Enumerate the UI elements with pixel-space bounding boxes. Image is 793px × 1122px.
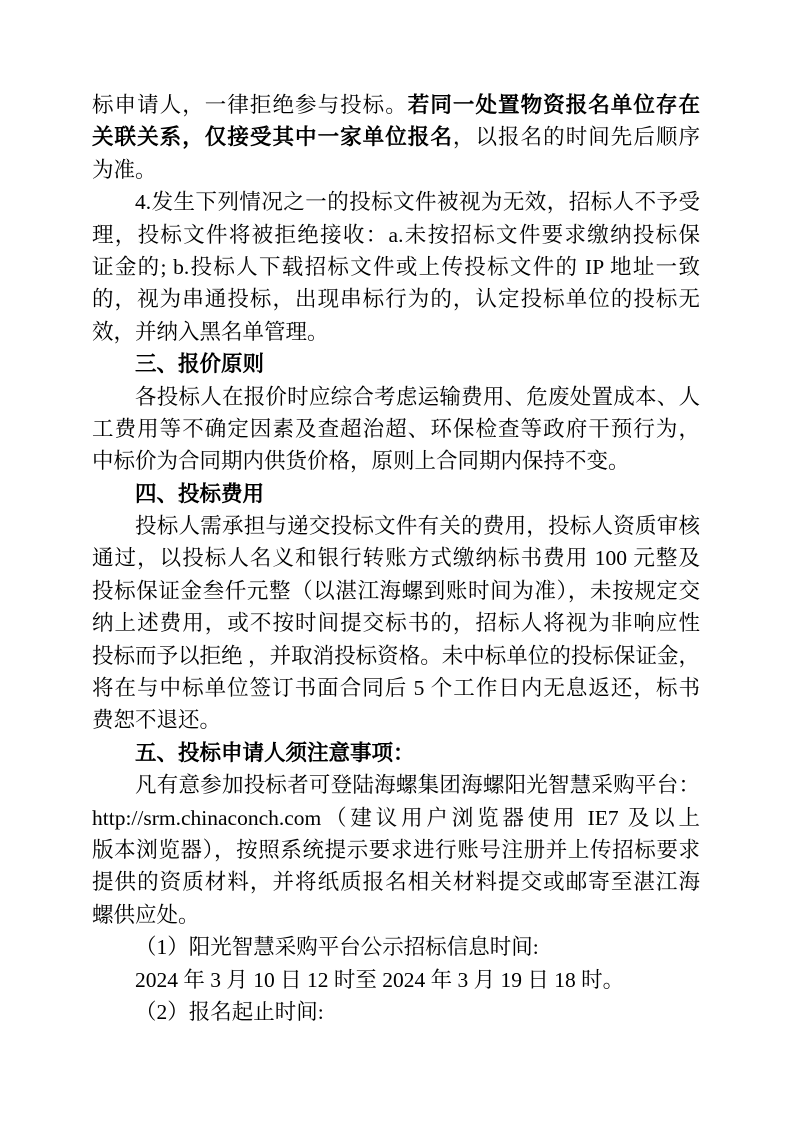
text-segment: （2）报名起止时间: <box>135 999 324 1024</box>
text-segment: 版本浏览器），按照系统提示要求进行账号注册并上传招标要求 <box>92 837 700 862</box>
text-segment: 工费用等不确定因素及查超治超、环保检查等政府干预行为， <box>92 416 700 441</box>
text-segment: 中标价为合同期内供货价格，原则上合同期内保持不变。 <box>92 449 630 474</box>
text-line <box>92 121 700 153</box>
text-segment: 费恕不退还。 <box>92 708 222 733</box>
bold-text-segment: 若同一处置物资报名单位存在 <box>407 93 700 117</box>
text-segment: 螺供应处。 <box>92 902 200 927</box>
text-line <box>92 283 700 315</box>
text-segment: 纳上述费用，或不按时间提交标书的，招标人将视为非响应性 <box>92 611 700 636</box>
section-heading-5 <box>92 737 700 769</box>
text-line <box>92 186 700 218</box>
text-line <box>92 640 700 672</box>
text-line <box>92 964 700 996</box>
text-segment: 的，视为串通投标，出现串标行为的，认定投标单位的投标无 <box>92 287 700 312</box>
text-line <box>92 866 700 898</box>
text-segment: 投标人需承担与递交投标文件有关的费用，投标人资质审核 <box>135 514 700 539</box>
text-line <box>92 413 700 445</box>
text-segment: 2024 年 3 月 10 日 12 时至 2024 年 3 月 19 日 18 时。 <box>135 967 625 992</box>
text-line <box>92 154 700 186</box>
text-segment: ，以报名的时间先后顺序 <box>452 125 700 150</box>
text-segment: 为准。 <box>92 157 157 182</box>
text-segment: 4.发生下列情况之一的投标文件被视为无效，招标人不予受 <box>135 190 700 215</box>
text-line <box>92 251 700 283</box>
text-line <box>92 89 700 121</box>
text-segment: 理，投标文件将被拒绝接收：a.未按招标文件要求缴纳投标保 <box>92 222 700 247</box>
bold-text-segment: 五、投标申请人须注意事项： <box>135 740 415 765</box>
text-line <box>92 704 700 736</box>
text-segment: 效，并纳入黑名单管理。 <box>92 319 329 344</box>
text-line <box>92 542 700 574</box>
text-segment: 凡有意参加投标者可登陆海螺集团海螺阳光智慧采购平台： <box>135 773 700 798</box>
text-segment: 通过，以投标人名义和银行转账方式缴纳标书费用 100 元整及 <box>92 546 700 571</box>
text-line <box>92 607 700 639</box>
text-line <box>92 899 700 931</box>
bold-text-segment: 三、报价原则 <box>135 352 265 377</box>
text-segment: http://srm.chinaconch.com（建议用户浏览器使用 IE7 及以上 <box>92 805 700 830</box>
document-text-block <box>92 89 700 1028</box>
text-segment: 证金的; b.投标人下载招标文件或上传投标文件的 IP 地址一致 <box>92 254 700 279</box>
bold-text-segment: 关联关系，仅接受其中一家单位报名 <box>92 125 453 150</box>
section-heading-3 <box>92 348 700 380</box>
text-segment: 投标保证金叁仟元整（以湛江海螺到账时间为准），未按规定交 <box>92 578 700 603</box>
section-heading-4 <box>92 478 700 510</box>
text-segment: 各投标人在报价时应综合考虑运输费用、危废处置成本、人 <box>135 384 700 409</box>
text-line <box>92 510 700 542</box>
text-line <box>92 769 700 801</box>
text-line <box>92 381 700 413</box>
text-segment: （1）阳光智慧采购平台公示招标信息时间: <box>135 935 539 960</box>
text-line <box>92 802 700 834</box>
text-segment: 标申请人，一律拒绝参与投标。 <box>92 93 408 117</box>
text-line <box>92 445 700 477</box>
text-line <box>92 219 700 251</box>
text-line <box>92 316 700 348</box>
bold-text-segment: 四、投标费用 <box>135 481 265 506</box>
text-line <box>92 996 700 1028</box>
text-line <box>92 672 700 704</box>
text-segment: 提供的资质材料，并将纸质报名相关材料提交或邮寄至湛江海 <box>92 870 700 895</box>
text-line <box>92 931 700 963</box>
text-line <box>92 575 700 607</box>
text-segment: 投标而予以拒绝 ，并取消投标资格。未中标单位的投标保证金， <box>92 643 700 668</box>
text-segment: 将在与中标单位签订书面合同后 5 个工作日内无息返还，标书 <box>92 676 700 701</box>
text-line <box>92 834 700 866</box>
